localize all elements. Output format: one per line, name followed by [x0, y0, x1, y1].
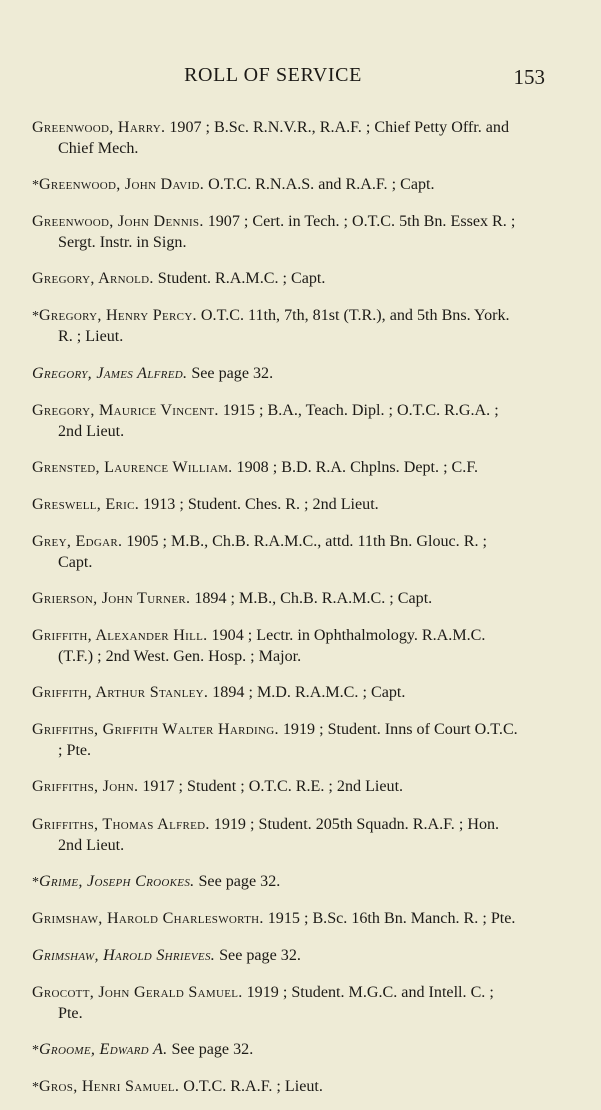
entry-name: Greswell, Eric.	[32, 495, 140, 513]
entry-details: 1904 ; Lectr. in Ophthalmology. R.A.M.C. (T.F.) ; 2nd West. Gen. Hosp. ; Major.	[58, 627, 486, 666]
entry-details: 1919 ; Student. Inns of Court O.T.C. ; Pte.	[58, 721, 518, 760]
roll-entry	[32, 175, 518, 196]
deceased-mark: *	[32, 1042, 39, 1058]
roll-entry	[32, 626, 518, 667]
entry-name: Grimshaw, Harold Charlesworth.	[32, 909, 264, 927]
entry-name: Greenwood, John Dennis.	[32, 213, 204, 231]
roll-entry	[32, 269, 518, 290]
roll-entry	[32, 815, 518, 856]
entry-name: Gregory, James Alfred.	[32, 364, 188, 382]
entry-details: See page 32.	[198, 872, 281, 890]
entry-name: Grime, Joseph Crookes.	[39, 872, 195, 890]
entry-name: Griffiths, John.	[32, 778, 139, 796]
entry-name: Gregory, Maurice Vincent.	[32, 401, 219, 419]
entry-details: O.T.C. R.N.A.S. and R.A.F. ; Capt.	[208, 176, 435, 194]
entry-name: Grey, Edgar.	[32, 532, 123, 550]
entry-name: Groome, Edward A.	[39, 1040, 168, 1058]
entry-details: 1915 ; B.A., Teach. Dipl. ; O.T.C. R.G.A. ; 2nd Lieut.	[58, 401, 499, 440]
roll-entry	[32, 532, 518, 573]
roll-entry	[32, 777, 518, 798]
deceased-mark: *	[32, 178, 39, 194]
roll-entry	[32, 118, 518, 159]
deceased-mark: *	[32, 874, 39, 890]
entry-name: Griffiths, Thomas Alfred.	[32, 815, 210, 833]
entry-details: O.T.C. R.A.F. ; Lieut.	[183, 1078, 323, 1096]
entry-name: Griffith, Arthur Stanley.	[32, 684, 209, 702]
entry-details: 1894 ; M.D. R.A.M.C. ; Capt.	[212, 684, 406, 702]
page-header	[0, 64, 601, 90]
entry-name: Grensted, Laurence William.	[32, 458, 233, 476]
roll-entry	[32, 364, 518, 385]
roll-entry	[32, 458, 518, 479]
roll-entry	[32, 212, 518, 253]
entry-details: See page 32.	[219, 946, 301, 964]
roll-entry	[32, 983, 518, 1024]
roll-entry	[32, 946, 518, 967]
roll-entry	[32, 589, 518, 610]
entry-details: O.T.C. 11th, 7th, 81st (T.R.), and 5th Bns. York. R. ; Lieut.	[58, 307, 510, 346]
entry-details: 1915 ; B.Sc. 16th Bn. Manch. R. ; Pte.	[267, 909, 516, 927]
roll-entry	[32, 306, 518, 347]
entry-name: Griffiths, Griffith Walter Harding.	[32, 721, 279, 739]
roll-entry	[32, 872, 518, 893]
roll-entry	[32, 401, 518, 442]
entry-name: Grimshaw, Harold Shrieves.	[32, 946, 216, 964]
entry-name: Grierson, John Turner.	[32, 590, 191, 608]
entry-name: Griffith, Alexander Hill.	[32, 627, 208, 645]
entry-details: See page 32.	[191, 364, 274, 382]
roll-entry	[32, 1077, 518, 1098]
entry-details: 1907 ; Cert. in Tech. ; O.T.C. 5th Bn. Essex R. ; Sergt. Instr. in Sign.	[58, 213, 516, 252]
entry-details: Student. R.A.M.C. ; Capt.	[157, 270, 326, 288]
page-number: 153	[513, 65, 545, 89]
entry-details: 1907 ; B.Sc. R.N.V.R., R.A.F. ; Chief Petty Offr. and Chief Mech.	[58, 119, 510, 158]
entry-name: Gros, Henri Samuel.	[39, 1078, 180, 1096]
entry-name: Greenwood, John David.	[39, 176, 205, 194]
roll-entry	[32, 720, 518, 761]
entry-details: 1908 ; B.D. R.A. Chplns. Dept. ; C.F.	[236, 458, 478, 476]
entry-details: 1894 ; M.B., Ch.B. R.A.M.C. ; Capt.	[194, 590, 433, 608]
roll-entry	[32, 495, 518, 516]
entry-name: Grocott, John Gerald Samuel.	[32, 983, 243, 1001]
deceased-mark: *	[32, 309, 39, 325]
roll-entry	[32, 1040, 518, 1061]
roll-entries	[32, 102, 518, 1110]
entry-details: 1913 ; Student. Ches. R. ; 2nd Lieut.	[143, 495, 379, 513]
roll-entry	[32, 909, 518, 930]
deceased-mark: *	[32, 1080, 39, 1096]
entry-name: Gregory, Henry Percy.	[39, 307, 197, 325]
entry-details: 1905 ; M.B., Ch.B. R.A.M.C., attd. 11th Bn. Glouc. R. ; Capt.	[58, 532, 487, 571]
entry-name: Greenwood, Harry.	[32, 119, 166, 137]
running-title: ROLL OF SERVICE	[184, 64, 362, 86]
entry-details: 1919 ; Student. 205th Squadn. R.A.F. ; Hon. 2nd Lieut.	[58, 815, 500, 854]
entry-details: 1919 ; Student. M.G.C. and Intell. C. ; Pte.	[58, 983, 494, 1022]
entry-details: 1917 ; Student ; O.T.C. R.E. ; 2nd Lieut.	[142, 778, 404, 796]
entry-details: See page 32.	[171, 1040, 254, 1058]
roll-entry	[32, 683, 518, 704]
entry-name: Gregory, Arnold.	[32, 270, 154, 288]
